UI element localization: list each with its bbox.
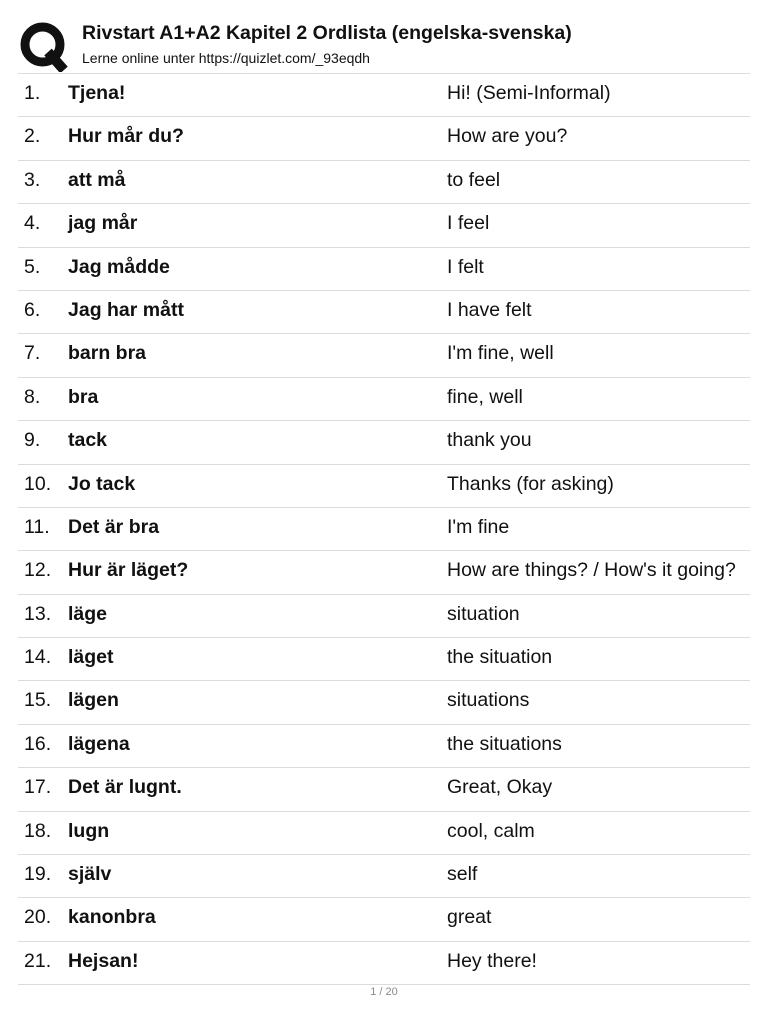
item-number: 16.: [24, 732, 52, 755]
list-item: [18, 768, 750, 811]
item-term: Jo tack: [68, 472, 136, 495]
list-item: [18, 595, 750, 638]
item-term: Hur är läget?: [68, 559, 189, 582]
item-number: 17.: [24, 776, 52, 799]
item-number: 4.: [24, 212, 41, 235]
item-number: 19.: [24, 863, 52, 886]
item-definition: I feel: [447, 212, 490, 235]
item-term: Hur mår du?: [68, 125, 184, 148]
item-term: Jag mådde: [68, 255, 170, 278]
item-term: läge: [68, 602, 108, 625]
item-number: 15.: [24, 689, 52, 712]
item-term: tack: [68, 429, 108, 452]
item-term: lägena: [68, 732, 130, 755]
item-definition: Thanks (for asking): [447, 472, 614, 495]
item-definition: I have felt: [447, 298, 532, 321]
list-item: [18, 74, 750, 117]
item-number: 11.: [24, 515, 50, 538]
item-term: lugn: [68, 819, 110, 842]
item-term: att må: [68, 168, 126, 191]
list-item: [18, 812, 750, 855]
list-item: [18, 465, 750, 508]
item-term: Hejsan!: [68, 949, 139, 972]
item-term: barn bra: [68, 342, 147, 365]
document-subtitle: Lerne online unter https://quizlet.com/_93eqdh: [82, 50, 370, 66]
item-number: 7.: [24, 342, 41, 365]
item-number: 10.: [24, 472, 52, 495]
item-definition: self: [447, 863, 478, 886]
item-definition: fine, well: [447, 385, 523, 408]
item-term: själv: [68, 863, 112, 886]
item-definition: I'm fine, well: [447, 342, 554, 365]
item-number: 18.: [24, 819, 52, 842]
document-title: Rivstart A1+A2 Kapitel 2 Ordlista (engelska-svenska): [82, 22, 572, 44]
list-item: [18, 161, 750, 204]
list-item: [18, 291, 750, 334]
list-item: [18, 248, 750, 291]
item-definition: cool, calm: [447, 819, 535, 842]
item-number: 14.: [24, 646, 52, 669]
item-definition: Hey there!: [447, 949, 537, 972]
list-item: [18, 898, 750, 941]
item-definition: situation: [447, 602, 520, 625]
item-definition: to feel: [447, 168, 501, 191]
item-term: bra: [68, 385, 99, 408]
list-item: [18, 638, 750, 681]
list-item: [18, 681, 750, 724]
list-item: [18, 725, 750, 768]
item-number: 9.: [24, 429, 41, 452]
item-number: 21.: [24, 949, 52, 972]
quizlet-q-logo-icon: [18, 20, 70, 72]
item-definition: thank you: [447, 429, 532, 452]
item-term: Det är lugnt.: [68, 776, 182, 799]
item-definition: the situation: [447, 646, 553, 669]
item-term: Tjena!: [68, 82, 126, 104]
item-term: Jag har mått: [68, 298, 184, 321]
item-definition: Hi! (Semi-Informal): [447, 82, 611, 104]
item-term: jag mår: [68, 212, 138, 235]
item-definition: How are you?: [447, 125, 568, 148]
item-definition: How are things? / How's it going?: [447, 559, 736, 582]
item-definition: situations: [447, 689, 530, 712]
vocabulary-list: [18, 73, 750, 985]
item-definition: I felt: [447, 255, 484, 278]
list-item: [18, 942, 750, 985]
list-item: [18, 117, 750, 160]
item-number: 5.: [24, 255, 41, 278]
list-item: [18, 855, 750, 898]
item-term: kanonbra: [68, 906, 156, 929]
item-term: Det är bra: [68, 515, 160, 538]
item-definition: Great, Okay: [447, 776, 553, 799]
list-item: [18, 551, 750, 594]
page-number: 1 / 20: [370, 986, 398, 998]
item-definition: I'm fine: [447, 515, 510, 538]
item-number: 1.: [24, 82, 41, 104]
page-header: [18, 18, 750, 74]
item-number: 20.: [24, 906, 52, 929]
item-term: läget: [68, 646, 114, 669]
item-number: 13.: [24, 602, 52, 625]
item-definition: the situations: [447, 732, 562, 755]
list-item: [18, 204, 750, 247]
item-number: 8.: [24, 385, 41, 408]
item-term: lägen: [68, 689, 119, 712]
item-definition: great: [447, 906, 492, 929]
item-number: 12.: [24, 559, 52, 582]
item-number: 6.: [24, 298, 41, 321]
list-item: [18, 421, 750, 464]
list-item: [18, 508, 750, 551]
list-item: [18, 334, 750, 377]
item-number: 3.: [24, 168, 41, 191]
item-number: 2.: [24, 125, 41, 148]
list-item: [18, 378, 750, 421]
